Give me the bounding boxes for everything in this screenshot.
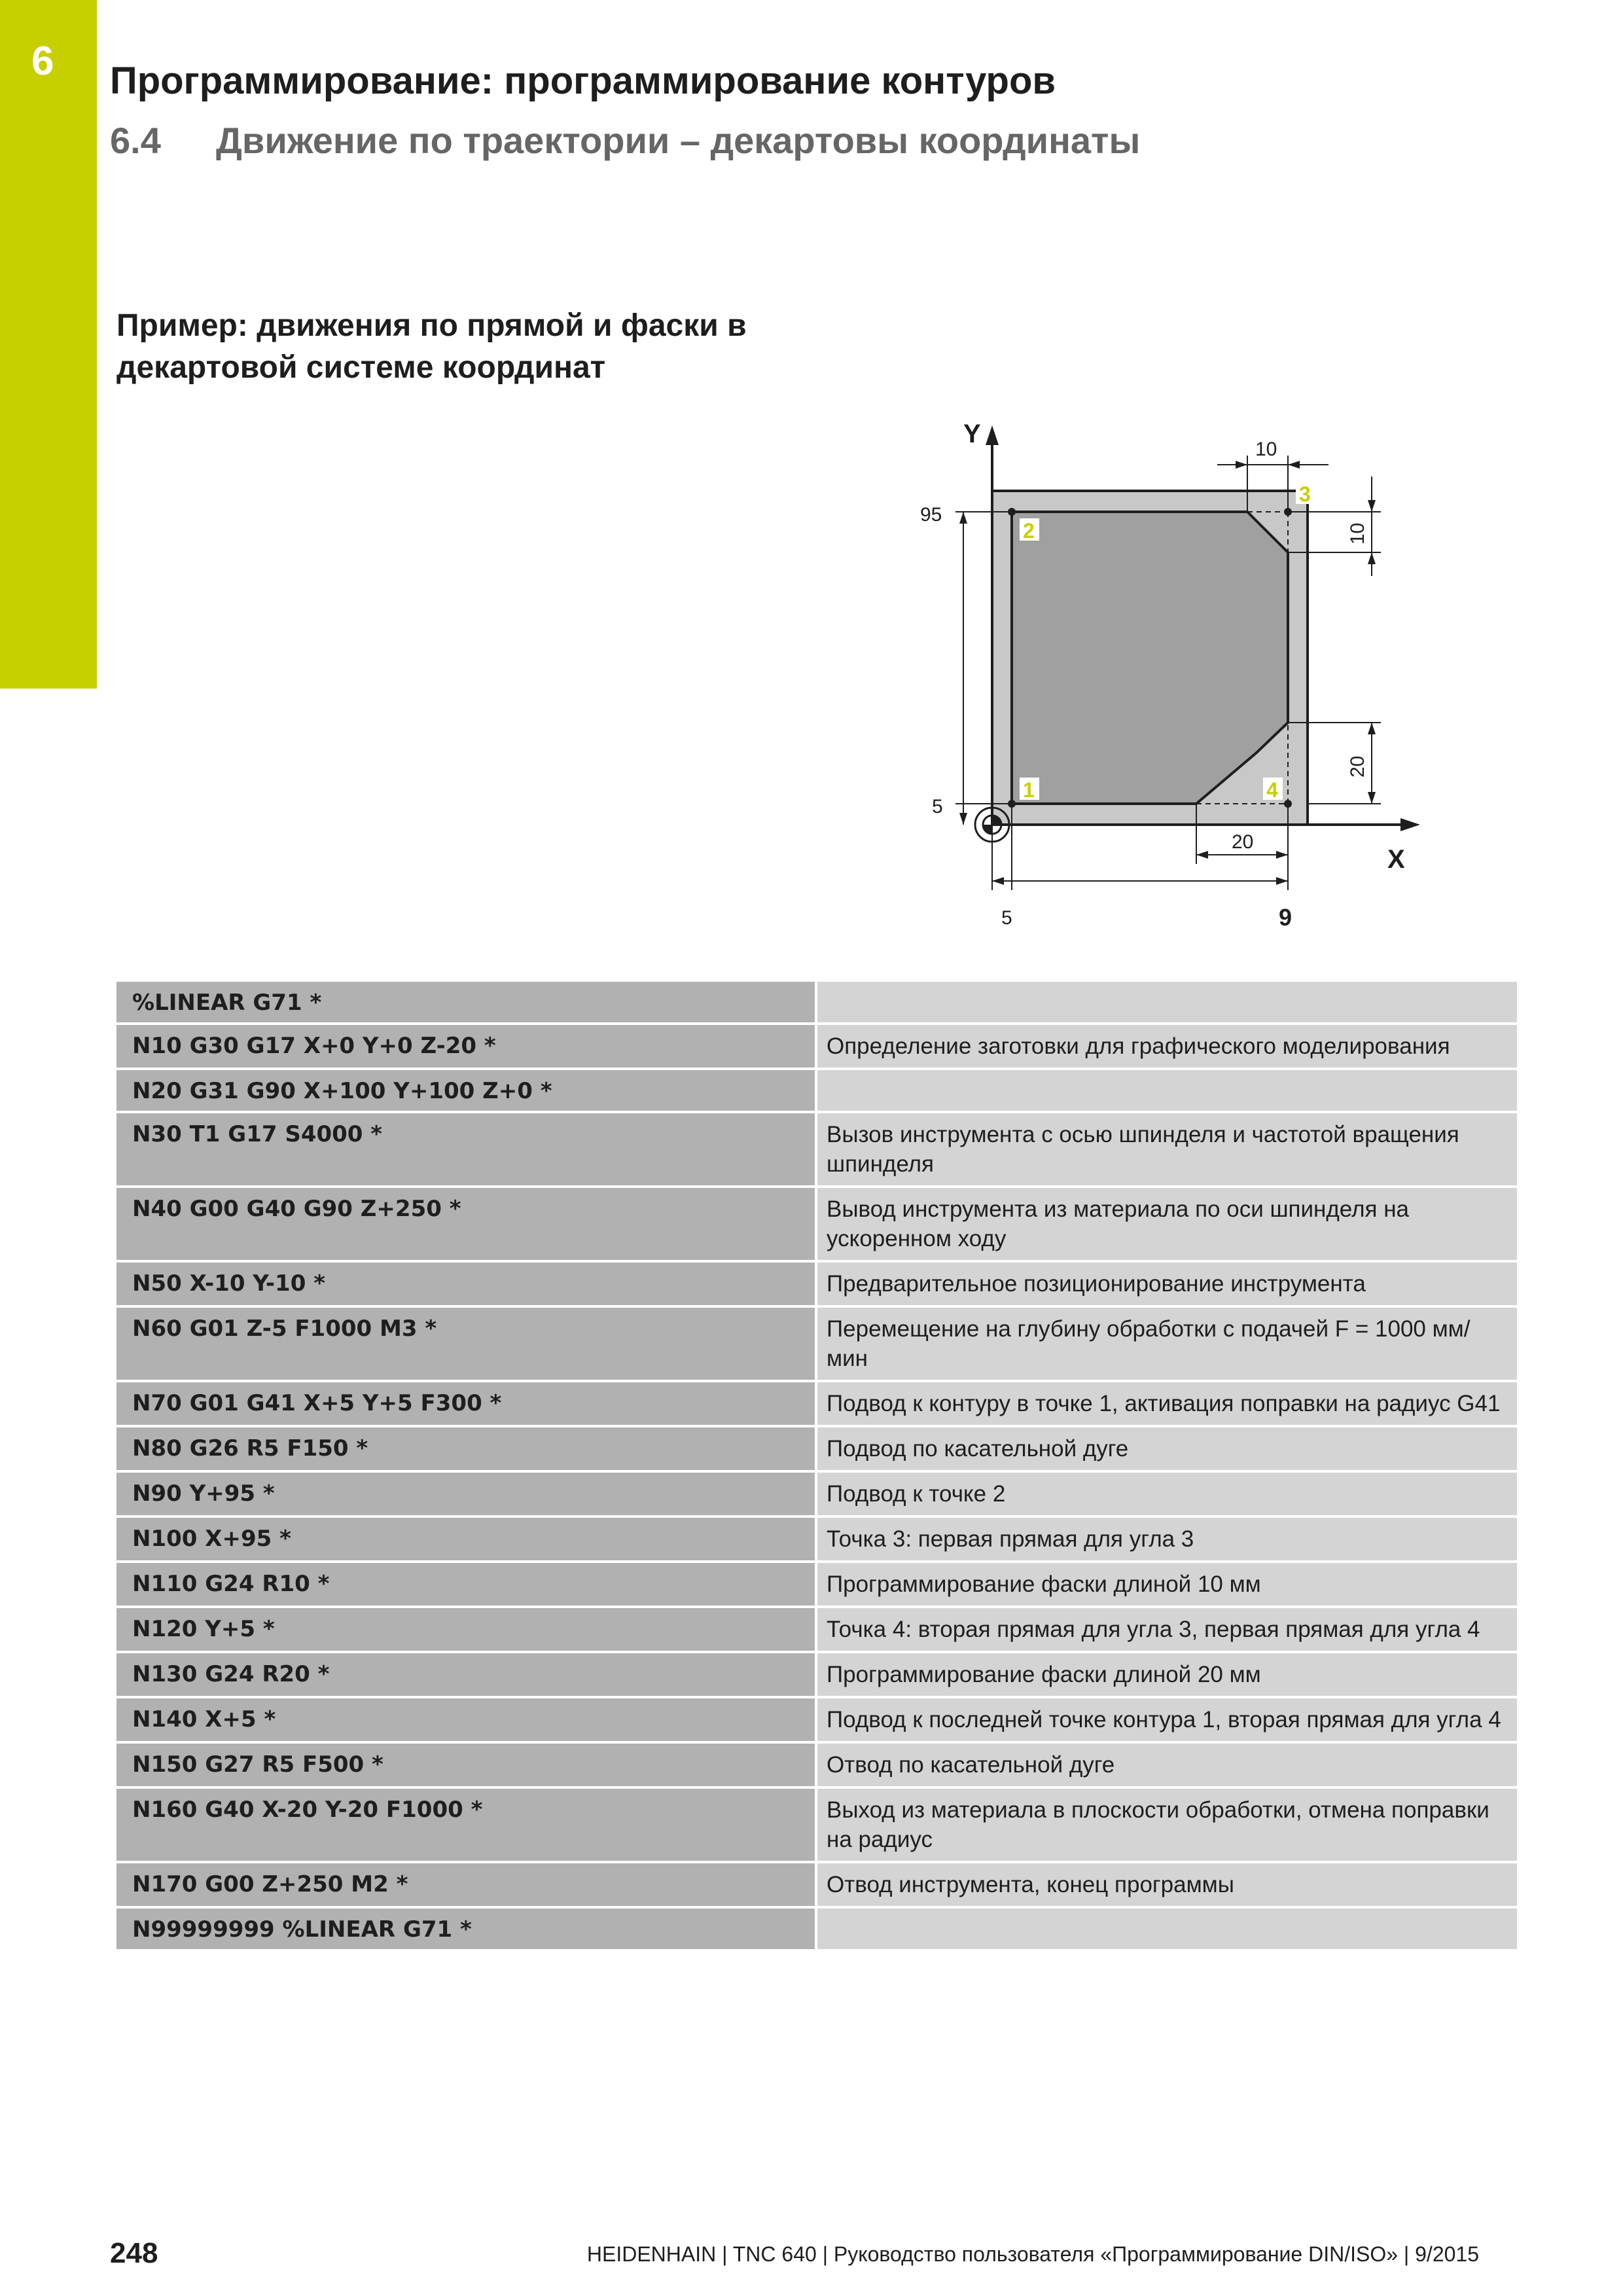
nc-code-cell: N70 G01 G41 X+5 Y+5 F300 * xyxy=(116,1382,815,1425)
svg-text:4: 4 xyxy=(1266,778,1278,802)
point-4-marker xyxy=(1284,800,1292,808)
dim-right-top: 10 xyxy=(1347,522,1368,545)
svg-text:3: 3 xyxy=(1299,482,1311,506)
chapter-tab xyxy=(0,0,97,689)
table-row xyxy=(116,1070,1517,1111)
table-row xyxy=(116,1563,1517,1605)
nc-code-cell: N90 Y+95 * xyxy=(116,1473,815,1515)
nc-code-cell: N10 G30 G17 X+0 Y+0 Z-20 * xyxy=(116,1025,815,1067)
point-label-1 xyxy=(1020,778,1039,802)
svg-text:2: 2 xyxy=(1023,519,1035,543)
nc-code-cell: N110 G24 R10 * xyxy=(116,1563,815,1605)
table-row xyxy=(116,1518,1517,1560)
description-cell: Вывод инструмента из материала по оси шпинделя на ускоренном ходу xyxy=(817,1188,1517,1260)
description-cell: Программирование фаски длиной 20 мм xyxy=(817,1653,1517,1696)
table-row xyxy=(116,1473,1517,1515)
table-row xyxy=(116,1382,1517,1425)
example-title: Пример: движения по прямой и фаски в декартовой системе координат xyxy=(116,308,747,385)
section-title: Движение по траектории – декартовы координаты xyxy=(216,120,1141,161)
description-cell: Подвод по касательной дуге xyxy=(817,1427,1517,1470)
nc-code-cell: N80 G26 R5 F150 * xyxy=(116,1427,815,1470)
nc-code-cell: N160 G40 X-20 Y-20 F1000 * xyxy=(116,1789,815,1861)
description-cell: Точка 3: первая прямая для угла 3 xyxy=(817,1518,1517,1560)
nc-code-cell: N20 G31 G90 X+100 Y+100 Z+0 * xyxy=(116,1070,815,1111)
table-row xyxy=(116,1909,1517,1949)
chapter-number: 6 xyxy=(31,39,54,84)
table-row xyxy=(116,1427,1517,1470)
table-row xyxy=(116,1113,1517,1185)
program-table xyxy=(116,982,1517,1952)
point-2-marker xyxy=(1008,508,1016,516)
description-cell: Предварительное позиционирование инструмента xyxy=(817,1263,1517,1305)
nc-code-cell: N100 X+95 * xyxy=(116,1518,815,1560)
description-cell: Определение заготовки для графического моделирования xyxy=(817,1025,1517,1067)
point-1-marker xyxy=(1008,800,1016,808)
y-axis-label: Y xyxy=(963,420,981,448)
dim-top-width: 10 xyxy=(1255,439,1277,460)
contour-diagram xyxy=(903,406,1440,942)
description-cell xyxy=(817,1909,1517,1949)
table-row xyxy=(116,982,1517,1022)
dim-x95: 9 xyxy=(1279,904,1293,931)
table-row xyxy=(116,1188,1517,1260)
nc-code-cell: N50 X-10 Y-10 * xyxy=(116,1263,815,1305)
description-cell: Точка 4: вторая прямая для угла 3, первая прямая для угла 4 xyxy=(817,1608,1517,1651)
point-3-marker xyxy=(1284,508,1292,516)
dim-right-bottom: 20 xyxy=(1347,755,1368,778)
description-cell: Подвод к последней точке контура 1, вторая прямая для угла 4 xyxy=(817,1698,1517,1741)
nc-code-cell: N30 T1 G17 S4000 * xyxy=(116,1113,815,1185)
description-cell: Вызов инструмента с осью шпинделя и частотой вращения шпинделя xyxy=(817,1113,1517,1185)
point-label-4 xyxy=(1263,778,1283,802)
dim-y5: 5 xyxy=(932,796,943,817)
point-label-2 xyxy=(1020,518,1039,543)
description-cell: Программирование фаски длиной 10 мм xyxy=(817,1563,1517,1605)
nc-code-cell: N60 G01 Z-5 F1000 M3 * xyxy=(116,1308,815,1380)
table-row xyxy=(116,1863,1517,1906)
nc-code-cell: N40 G00 G40 G90 Z+250 * xyxy=(116,1188,815,1260)
description-cell xyxy=(817,982,1517,1022)
table-row xyxy=(116,1698,1517,1741)
table-row xyxy=(116,1744,1517,1786)
x-axis-label: X xyxy=(1387,845,1405,874)
dim-bottom-chamfer: 20 xyxy=(1232,831,1254,853)
description-cell: Перемещение на глубину обработки с подачей F = 1000 мм/мин xyxy=(817,1308,1517,1380)
contour-shape xyxy=(1012,512,1288,804)
table-row xyxy=(116,1608,1517,1651)
table-row xyxy=(116,1308,1517,1380)
nc-code-cell: N140 X+5 * xyxy=(116,1698,815,1741)
svg-text:1: 1 xyxy=(1023,778,1035,802)
description-cell: Отвод по касательной дуге xyxy=(817,1744,1517,1786)
description-cell: Отвод инструмента, конец программы xyxy=(817,1863,1517,1906)
nc-code-cell: N120 Y+5 * xyxy=(116,1608,815,1651)
description-cell: Выход из материала в плоскости обработки, отмена поправки на радиус xyxy=(817,1789,1517,1861)
point-label-3 xyxy=(1296,482,1315,506)
description-cell: Подвод к контуру в точке 1, активация поправки на радиус G41 xyxy=(817,1382,1517,1425)
table-row xyxy=(116,1025,1517,1067)
chapter-title: Программирование: программирование контуров xyxy=(110,60,1056,102)
table-row xyxy=(116,1263,1517,1305)
table-row xyxy=(116,1653,1517,1696)
page-number: 248 xyxy=(110,2237,158,2269)
dim-y95: 95 xyxy=(920,504,942,526)
description-cell xyxy=(817,1070,1517,1111)
dim-x5: 5 xyxy=(1001,907,1012,929)
table-row xyxy=(116,1789,1517,1861)
nc-code-cell: N99999999 %LINEAR G71 * xyxy=(116,1909,815,1949)
nc-code-cell: %LINEAR G71 * xyxy=(116,982,815,1022)
nc-code-cell: N150 G27 R5 F500 * xyxy=(116,1744,815,1786)
footer-text: HEIDENHAIN | TNC 640 | Руководство пользователя «Программирование DIN/ISO» | 9/2015 xyxy=(586,2242,1479,2266)
description-cell: Подвод к точке 2 xyxy=(817,1473,1517,1515)
nc-code-cell: N170 G00 Z+250 M2 * xyxy=(116,1863,815,1906)
section-number: 6.4 xyxy=(110,120,161,161)
nc-code-cell: N130 G24 R20 * xyxy=(116,1653,815,1696)
